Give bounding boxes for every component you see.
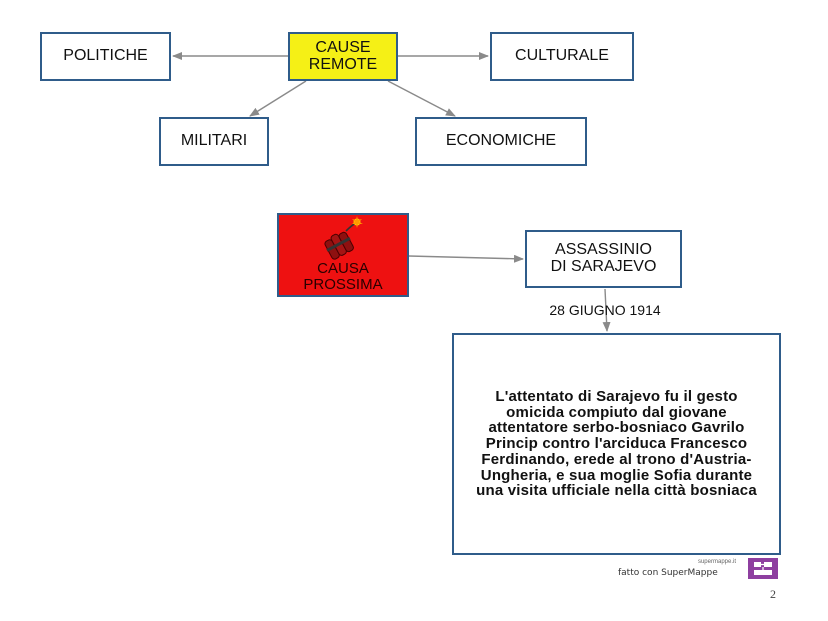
- node-militari-label: MILITARI: [180, 132, 248, 150]
- supermappe-branding: [616, 558, 778, 580]
- node-description[interactable]: [452, 333, 781, 555]
- edge-date-label: 28 GIUGNO 1914: [549, 302, 661, 318]
- brand-small-text: supermappe.it: [697, 559, 736, 565]
- node-assassinio-di-sarajevo[interactable]: [525, 230, 682, 288]
- edge-causa-to-assassinio: [409, 256, 523, 259]
- node-cause-remote[interactable]: [288, 32, 398, 81]
- node-culturale[interactable]: [490, 32, 634, 81]
- page-number: 2: [770, 587, 776, 601]
- node-causa-prossima[interactable]: [277, 213, 409, 297]
- node-politiche[interactable]: [40, 32, 171, 81]
- node-description-text: L'attentato di Sarajevo fu il gesto omicida compiuto dal giovane attentatore serbo-bosniaco Gavrilo Princip contro l'arciduca Francesco Ferdinando, erede al trono d'Austria-Ungheria, e sua moglie Sofia durante una visita ufficiale nella città bosniaca: [476, 387, 757, 500]
- brand-text: fatto con SuperMappe: [618, 568, 718, 578]
- node-culturale-label: CULTURALE: [515, 47, 609, 65]
- node-politiche-label: POLITICHE: [63, 47, 148, 65]
- edge-cause-to-economiche: [388, 81, 455, 116]
- node-causa-prossima-label: CAUSA PROSSIMA: [303, 260, 383, 293]
- node-economiche-label: ECONOMICHE: [445, 132, 557, 150]
- edge-cause-to-militari: [250, 81, 306, 116]
- node-assassinio-label: ASSASSINIO DI SARAJEVO: [550, 241, 657, 275]
- node-cause-remote-label: CAUSE REMOTE: [308, 38, 378, 73]
- node-militari[interactable]: [159, 117, 269, 166]
- node-economiche[interactable]: [415, 117, 587, 166]
- bomb-icon: [316, 215, 370, 261]
- supermappe-logo-icon: [748, 558, 778, 579]
